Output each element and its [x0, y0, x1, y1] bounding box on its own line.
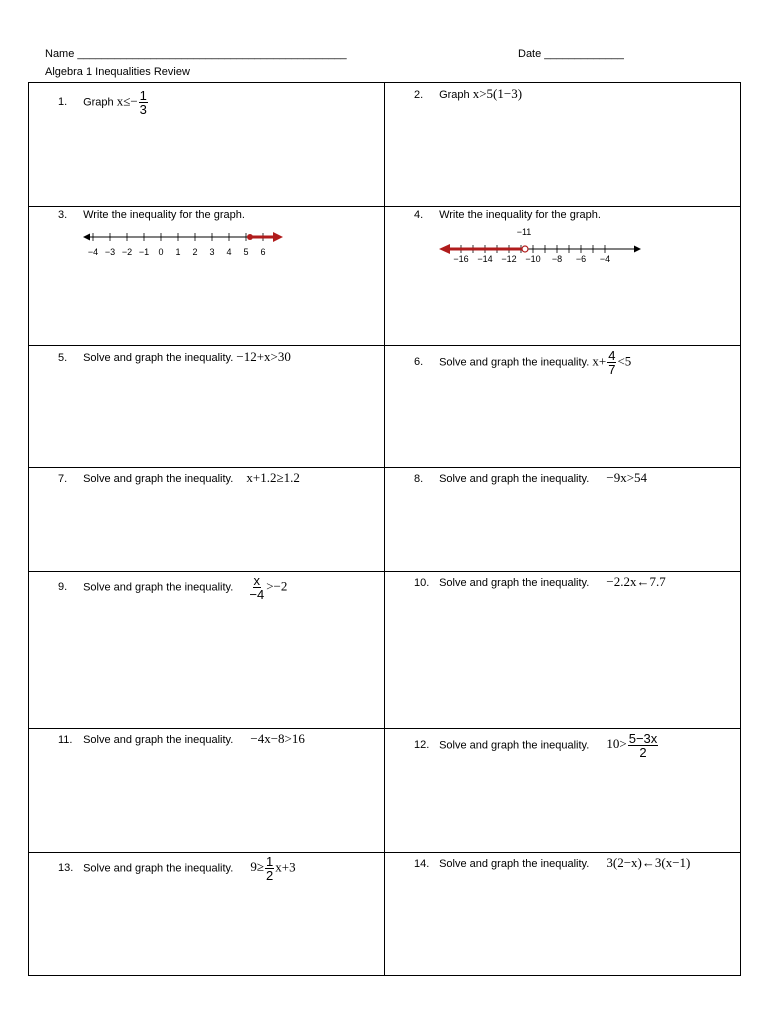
problem-cell-4 [385, 207, 740, 346]
worksheet-subtitle: Algebra 1 Inequalities Review [45, 66, 190, 78]
number-line-tick-label: −3 [104, 247, 116, 257]
number-line-tick-label: 4 [226, 247, 232, 257]
problem-1: 1. Graph x≤− $\frac{1}{3}$ [58, 88, 147, 117]
number-line-tick-label: −12 [501, 254, 517, 264]
problem-10: 10. Solve and graph the inequality. −2.2x←7.7 [414, 574, 666, 589]
fraction: $\frac{1}{2}$ [266, 854, 274, 883]
problem-13: 13. Solve and graph the inequality. 9≥ $\frac{1}{2}$ x+3 [58, 854, 296, 883]
problem-grid [28, 82, 741, 976]
problem-7: 7. Solve and graph the inequality. x+1.2≥1.2 [58, 470, 300, 485]
problem-cell-2 [385, 83, 740, 207]
date-field-label: Date _____________ [518, 48, 624, 60]
problem-11: 11. Solve and graph the inequality. −4x−8>16 [58, 731, 305, 746]
problem-cell-7 [29, 468, 385, 572]
number-line-tick-label: 6 [260, 247, 266, 257]
problem-14: 14. Solve and graph the inequality. 3(2−x)←3(x−1) [414, 855, 691, 870]
problem-12: 12. Solve and graph the inequality. 10> $\frac{5-3x}{2}$ [414, 731, 658, 760]
number-line-tick-label: −4 [599, 254, 611, 264]
problem-8: 8. Solve and graph the inequality. −9x>54 [414, 470, 648, 485]
endpoint-label: −11 [516, 227, 532, 237]
fraction: $\frac{4}{7}$ [608, 348, 616, 377]
number-line-tick-label: 5 [243, 247, 249, 257]
number-line-tick-label: −8 [551, 254, 563, 264]
problem-cell-12 [385, 729, 740, 853]
problem-cell-10 [385, 572, 740, 729]
problem-5: 5. Solve and graph the inequality. −12+x>30 [58, 349, 291, 364]
fraction: $\frac{1}{3}$ [139, 88, 147, 117]
problem-9: 9. Solve and graph the inequality. $\frac{x}{-4}$ >−2 [58, 573, 288, 602]
problem-2: 2. Graph x>5(1−3) [414, 86, 523, 101]
number-line-tick-label: −14 [477, 254, 493, 264]
problem-cell-8 [385, 468, 740, 572]
problem-3: 3. Write the inequality for the graph. [58, 209, 245, 221]
number-line-tick-label: 1 [175, 247, 181, 257]
number-line-tick-label: −4 [87, 247, 99, 257]
number-line-tick-label: −1 [138, 247, 150, 257]
problem-cell-3 [29, 207, 385, 346]
problem-cell-9 [29, 572, 385, 729]
problem-cell-11 [29, 729, 385, 853]
problem-cell-6 [385, 346, 740, 468]
number-line-graph-3 [79, 227, 289, 261]
problem-cell-1 [29, 83, 385, 207]
number-line-tick-label: −10 [525, 254, 541, 264]
fraction: $\frac{x}{-4}$ [249, 573, 265, 602]
number-line-tick-label: 3 [209, 247, 215, 257]
number-line-tick-label: −16 [453, 254, 469, 264]
problem-cell-14 [385, 853, 740, 975]
problem-6: 6. Solve and graph the inequality. x+ $\frac{4}{7}$ <5 [414, 348, 632, 377]
open-endpoint [522, 246, 528, 252]
problem-4: 4. Write the inequality for the graph. [414, 209, 601, 221]
number-line-tick-label: 0 [158, 247, 164, 257]
problem-cell-5 [29, 346, 385, 468]
problem-cell-13 [29, 853, 385, 975]
number-line-tick-label: −2 [121, 247, 133, 257]
number-line-tick-label: −6 [575, 254, 587, 264]
name-field-label: Name ____________________________________________ [45, 48, 347, 60]
number-line-tick-label: 2 [192, 247, 198, 257]
number-line-graph-4 [435, 225, 645, 265]
fraction: $\frac{5-3x}{2}$ [628, 731, 658, 760]
closed-endpoint [247, 234, 253, 240]
